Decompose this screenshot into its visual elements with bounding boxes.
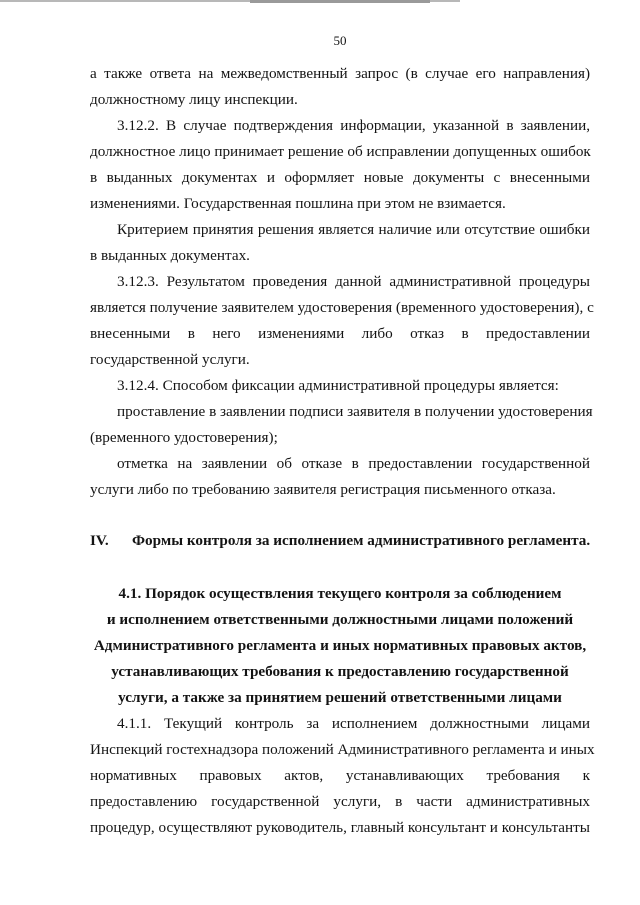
- subsection-heading-line: и исполнением ответственными должностными лицами положений: [106, 611, 574, 628]
- paragraph-line: а также ответа на межведомственный запрос (в случае его направления): [90, 65, 590, 82]
- paragraph-line: услуги либо по требованию заявителя регистрация письменного отказа.: [90, 481, 556, 498]
- paragraph-line: отметка на заявлении об отказе в предоставлении государственной: [117, 455, 590, 472]
- paragraph-line: в выданных документах.: [90, 247, 250, 264]
- section-number: IV.: [90, 532, 109, 549]
- paragraph-line: Критерием принятия решения является наличие или отсутствие ошибки: [117, 221, 590, 238]
- paragraph-line: нормативных правовых актов, устанавливающих требования к: [90, 767, 590, 784]
- paragraph-line: процедур, осуществляют руководитель, главный консультант и консультанты: [90, 819, 590, 836]
- paragraph-line: предоставлению государственной услуги, в части административных: [90, 793, 590, 810]
- subsection-heading-line: устанавливающих требования к предоставлению государственной: [111, 663, 569, 680]
- subsection-heading-line: 4.1. Порядок осуществления текущего контроля за соблюдением: [118, 585, 562, 602]
- paragraph-line: проставление в заявлении подписи заявителя в получении удостоверения: [117, 403, 593, 420]
- paragraph-line: 3.12.2. В случае подтверждения информации, указанной в заявлении,: [117, 117, 590, 134]
- paragraph-line: внесенными в него изменениями либо отказ в предоставлении: [90, 325, 590, 342]
- paragraph-line: является получение заявителем удостоверения (временного удостоверения), с: [90, 299, 594, 316]
- paragraph-line: изменениями. Государственная пошлина при этом не взимается.: [90, 195, 506, 212]
- paragraph-line: 4.1.1. Текущий контроль за исполнением должностными лицами: [117, 715, 590, 732]
- paragraph-line: (временного удостоверения);: [90, 429, 278, 446]
- paragraph-line: 3.12.4. Способом фиксации административной процедуры является:: [117, 377, 559, 394]
- paragraph-line: должностному лицу инспекции.: [90, 91, 298, 108]
- section-heading: [90, 531, 590, 551]
- page-number: 50: [333, 33, 347, 48]
- paragraph-line: должностное лицо принимает решение об исправлении допущенных ошибок: [90, 143, 591, 160]
- scan-edge-line: [250, 0, 430, 3]
- section-title: Формы контроля за исполнением административного регламента.: [132, 532, 591, 549]
- paragraph-line: 3.12.3. Результатом проведения данной административной процедуры: [117, 273, 590, 290]
- paragraph-line: государственной услуги.: [90, 351, 250, 368]
- paragraph-line: Инспекций гостехнадзора положений Административного регламента и иных: [90, 741, 595, 758]
- subsection-heading-line: услуги, а также за принятием решений ответственными лицами: [118, 689, 562, 706]
- subsection-heading-line: Административного регламента и иных нормативных правовых актов,: [93, 637, 587, 654]
- paragraph-line: в выданных документах и оформляет новые документы с внесенными: [90, 169, 590, 186]
